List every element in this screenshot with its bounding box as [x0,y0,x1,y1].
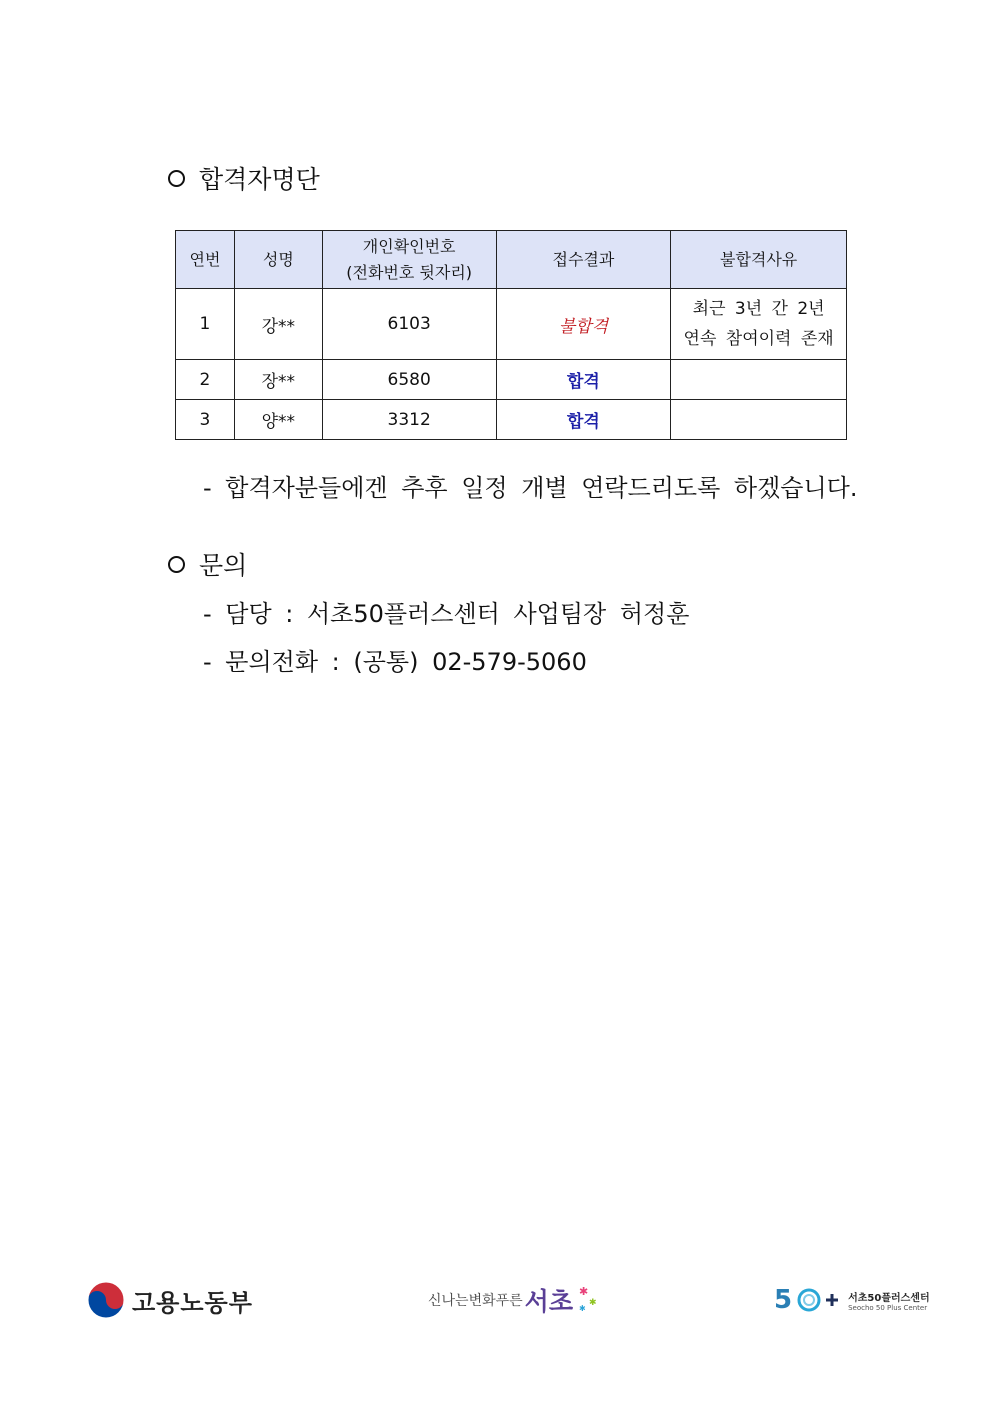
cell-id: 6103 [322,289,496,360]
plus-center-logo [774,1278,930,1322]
cell-id: 6580 [322,360,496,400]
cell-id: 3312 [322,400,496,440]
seocho-name: 서초 [524,1287,573,1316]
moel-logo-text: 고용노동부 [132,1288,253,1317]
sparkle-stars-icon [575,1285,601,1315]
cell-reason [671,400,847,440]
section-title-results-text: 합격자명단 [199,165,320,194]
cell-result-pass: 합격 [496,400,671,440]
header-id-line1: 개인확인번호 [362,236,456,256]
cell-no: 2 [176,360,235,400]
plus-center-texts [848,1289,930,1312]
header-name: 성명 [234,231,322,289]
cell-reason-line1: 최근 3년 간 2년 [692,299,825,319]
plus-center-name: 서초50플러스센터 [848,1292,930,1304]
contact-phone: - 문의전화 : (공통) 02-579-5060 [203,648,587,676]
table-row [176,360,847,400]
moel-logo [86,1278,253,1322]
cell-no: 1 [176,289,235,360]
cell-result-pass: 합격 [496,360,671,400]
cell-name: 양** [234,400,322,440]
table-header-row [176,231,847,289]
circle-bullet-icon [168,170,185,187]
seocho-slogan: 신나는변화푸른 [428,1293,523,1309]
cell-name: 강** [234,289,322,360]
header-reason: 불합격사유 [671,231,847,289]
section-title-results [168,160,320,196]
plus-center-english: Seocho 50 Plus Center [848,1303,928,1312]
svg-text:✱: ✱ [588,1298,597,1308]
circle-bullet-icon [168,556,185,573]
table-row [176,400,847,440]
contact-manager: - 담당 : 서초50플러스센터 사업팀장 허정훈 [203,600,690,628]
cell-reason-line2: 연속 참여이력 존재 [683,329,834,349]
cell-name: 장** [234,360,322,400]
cell-result-fail: 불합격 [496,289,671,360]
svg-text:✱: ✱ [578,1304,586,1313]
section-title-contact [168,546,247,582]
cell-reason [671,289,847,360]
header-no: 연번 [176,231,235,289]
plus-center-number: 5 [774,1285,793,1315]
header-result: 접수결과 [496,231,671,289]
results-table [175,230,847,440]
table-row [176,289,847,360]
ring-plus-icon [796,1286,840,1314]
cell-reason [671,360,847,400]
cell-no: 3 [176,400,235,440]
notice-text: - 합격자분들에겐 추후 일정 개별 연락드리도록 하겠습니다. [203,474,858,502]
section-title-contact-text: 문의 [199,551,248,580]
header-id [322,231,496,289]
svg-text:✱: ✱ [578,1285,589,1298]
seocho-logo [428,1278,601,1322]
header-id-line2: (전화번호 뒷자리) [346,262,473,282]
taegeuk-emblem-icon [86,1280,126,1320]
